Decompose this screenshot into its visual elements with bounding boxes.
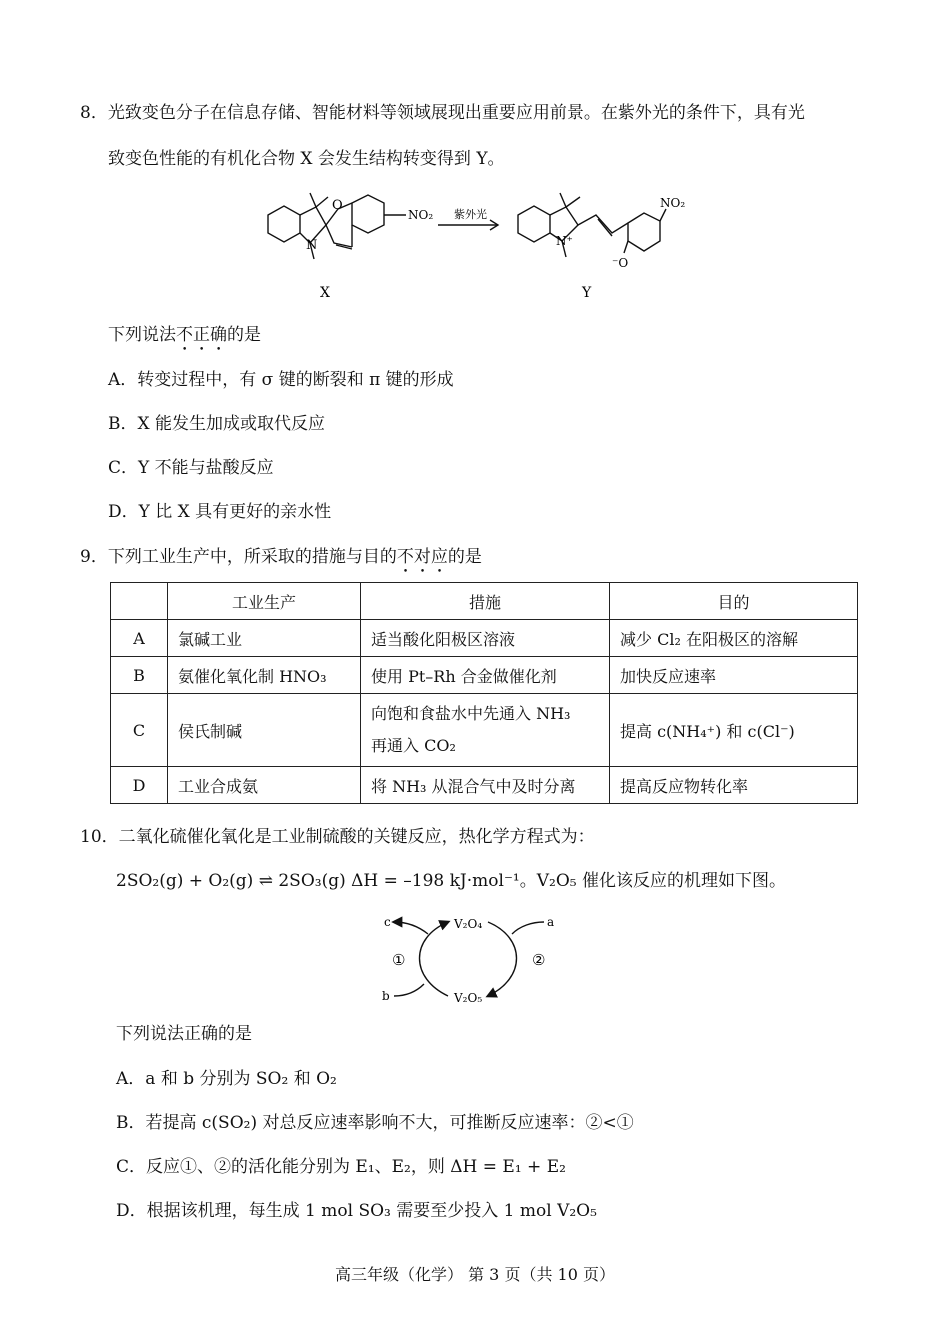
q8-option-c: C．Y 不能与盐酸反应	[108, 458, 274, 478]
industry-cell: 侯氏制碱	[168, 694, 361, 767]
measure-line1: 向饱和食盐水中先通入 NH₃	[371, 704, 571, 723]
table-row	[111, 657, 858, 694]
row-label: D	[111, 767, 168, 804]
q9-table	[110, 582, 858, 804]
industry-cell: 工业合成氨	[168, 767, 361, 804]
mechanism-top-species: V₂O₄	[454, 917, 483, 931]
table-header-cell: 工业生产	[168, 583, 361, 620]
table-header-row	[111, 583, 858, 620]
q9-stem	[80, 542, 482, 577]
q8-stem-line1: 8．光致变色分子在信息存储、智能材料等领域展现出重要应用前景。在紫外光的条件下，具有光	[80, 103, 805, 123]
purpose-cell: 提高反应物转化率	[610, 767, 858, 804]
page-footer: 高三年级（化学） 第 3 页（共 10 页）	[335, 1265, 615, 1284]
q8-prompt-post: 的是	[227, 325, 261, 345]
x-compound-label: X	[320, 285, 330, 301]
purpose-cell: 提高 c(NH₄⁺) 和 c(Cl⁻)	[610, 694, 858, 767]
table-row	[111, 620, 858, 657]
q10-mechanism-figure	[370, 908, 570, 1008]
row-label: C	[111, 694, 168, 767]
q8-stem-line2: 致变色性能的有机化合物 X 会发生结构转变得到 Y。	[108, 149, 505, 169]
q10-option-b: B．若提高 c(SO₂) 对总反应速率影响不大，可推断反应速率：②<①	[116, 1113, 634, 1133]
y-compound-label: Y	[582, 285, 592, 301]
q10-option-c: C．反应①、②的活化能分别为 E₁、E₂，则 ΔH = E₁ + E₂	[116, 1157, 566, 1177]
q8-option-a: A．转变过程中，有 σ 键的断裂和 π 键的形成	[108, 370, 454, 390]
measure-line2: 再通入 CO₂	[371, 736, 456, 755]
row-label: A	[111, 620, 168, 657]
q8-prompt	[108, 320, 261, 355]
y-nplus-label: N⁺	[556, 234, 573, 248]
x-nitrogen-label: N	[306, 238, 318, 253]
measure-cell	[361, 694, 610, 767]
q10-equation: 2SO₂(g) + O₂(g) ⇌ 2SO₃(g) ΔH = –198 kJ·mol⁻¹。V₂O₅ 催化该反应的机理如下图。	[116, 871, 786, 891]
table-row	[111, 767, 858, 804]
mechanism-bottom-species: V₂O₅	[454, 991, 483, 1005]
measure-cell: 适当酸化阳极区溶液	[361, 620, 610, 657]
purpose-cell: 减少 Cl₂ 在阳极区的溶解	[610, 620, 858, 657]
q9-stem-pre: 9．下列工业生产中，所采取的措施与目的	[80, 547, 397, 567]
measure-cell: 使用 Pt–Rh 合金做催化剂	[361, 657, 610, 694]
q10-option-d: D．根据该机理，每生成 1 mol SO₃ 需要至少投入 1 mol V₂O₅	[116, 1201, 597, 1221]
table-header-cell	[111, 583, 168, 620]
mechanism-label-a: a	[547, 915, 555, 929]
row-label: B	[111, 657, 168, 694]
q8-option-d: D．Y 比 X 具有更好的亲水性	[108, 502, 332, 522]
table-header-cell: 目的	[610, 583, 858, 620]
q10-prompt: 下列说法正确的是	[116, 1024, 252, 1044]
table-row	[111, 694, 858, 767]
q8-option-b: B．X 能发生加成或取代反应	[108, 414, 325, 434]
x-oxygen-label: O	[332, 198, 343, 213]
q10-option-a: A．a 和 b 分别为 SO₂ 和 O₂	[116, 1069, 337, 1089]
q8-prompt-pre: 下列说法	[108, 325, 176, 345]
industry-cell: 氨催化氧化制 HNO₃	[168, 657, 361, 694]
measure-cell: 将 NH₃ 从混合气中及时分离	[361, 767, 610, 804]
q10-stem-line1: 10．二氧化硫催化氧化是工业制硫酸的关键反应，热化学方程式为：	[80, 827, 595, 847]
y-benzene-ring	[518, 206, 550, 242]
y-ominus-label: ⁻O	[612, 256, 629, 270]
arrow-uv-label: 紫外光	[454, 208, 487, 221]
mechanism-step1: ①	[392, 951, 406, 969]
x-benzene-ring	[268, 206, 300, 242]
q8-prompt-emphasis: 不正确	[176, 325, 227, 345]
q9-stem-emphasis: 不对应	[396, 547, 448, 567]
q8-reaction-figure	[240, 185, 700, 305]
purpose-cell: 加快反应速率	[610, 657, 858, 694]
q9-stem-post: 的是	[447, 547, 482, 567]
industry-cell: 氯碱工业	[168, 620, 361, 657]
table-header-cell: 措施	[361, 583, 610, 620]
mechanism-label-c: c	[384, 915, 391, 929]
y-no2-label: NO₂	[660, 196, 686, 210]
x-no2-label: NO₂	[408, 208, 434, 222]
mechanism-step2: ②	[532, 951, 546, 969]
mechanism-label-b: b	[382, 989, 390, 1003]
